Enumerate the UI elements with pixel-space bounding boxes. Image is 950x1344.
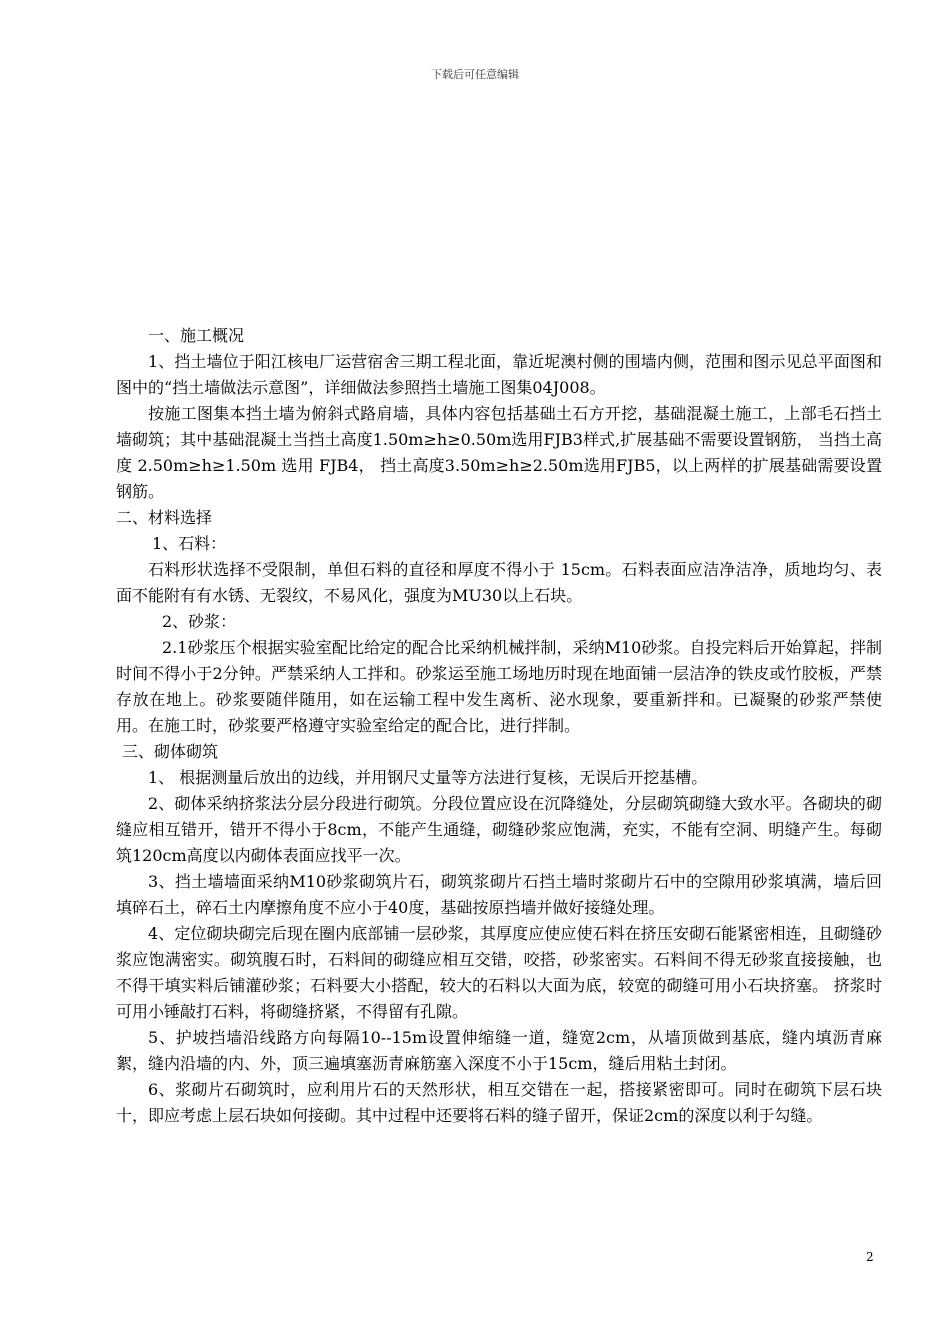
section-2-paragraph-2: 2.1砂浆压个根据实验室配比给定的配合比采纳机械拌制，采纳M10砂浆。自投完料后开始算起，拌制时间不得小于2分钟。严禁采纳人工拌和。砂浆运至施工场地历时现在地面铺一层洁净的铁皮或竹胶板，严禁存放在地上。砂浆要随伴随用，如在运输工程中发生离析、泌水现象，要重新拌和。已凝聚的砂浆严禁使用。在施工时，砂浆要严格遵守实验室给定的配合比，进行拌制。	[116, 638, 882, 735]
section-3-paragraph-2: 2、砌体采纳挤浆法分层分段进行砌筑。分段位置应设在沉降缝处，分层砌筑砌缝大致水平。各砌块的砌缝应相互错开，错开不得小于8cm，不能产生通缝，砌缝砂浆应饱满，充实，不能有空洞、明缝产生。每砌筑120cm高度以内砌体表面应找平一次。	[116, 794, 882, 865]
section-2-paragraph-1: 石料形状选择不受限制，单但石料的直径和厚度不得小于 15cm。石料表面应洁净洁净，质地均匀、表面不能附有有水锈、无裂纹，不易风化，强度为MU30以上石块。	[116, 560, 882, 605]
page-number: 2	[866, 1250, 874, 1264]
section-3-paragraph-6: 6、浆砌片石砌筑时，应利用片石的天然形状，相互交错在一起，搭接紧密即可。同时在砌筑下层石块十，即应考虑上层石块如何接砌。其中过程中还要将石料的缝子留开，保证2cm的深度以利于勾缝。	[116, 1080, 882, 1125]
section-2-subtitle-2: 2、砂浆：	[162, 612, 237, 631]
section-1-paragraph-1: 1、挡土墙位于阳江核电厂运营宿舍三期工程北面，靠近坭澳村侧的围墙内侧，范围和图示见总平面图和图中的“挡土墙做法示意图”，详细做法参照挡土墙施工图集04J008。	[116, 352, 882, 397]
section-3-paragraph-5: 5、护坡挡墙沿线路方向每隔10--15m设置伸缩缝一道，缝宽2cm，从墙顶做到基底，缝内填沥青麻絮，缝内沿墙的内、外，顶三遍填塞沥青麻筋塞入深度不小于15cm，缝后用粘土封闭。	[116, 1028, 882, 1073]
document-body	[116, 323, 882, 1129]
page-header: 下载后可任意编辑	[431, 68, 519, 81]
section-1-title: 一、施工概况	[148, 326, 245, 345]
section-3-paragraph-1: 1、 根据测量后放出的边线，并用钢尺丈量等方法进行复核，无误后开挖基槽。	[148, 768, 708, 787]
section-2-title: 二、材料选择	[116, 508, 213, 527]
section-2-subtitle-1: 1、石料：	[152, 534, 227, 553]
section-1-paragraph-2: 按施工图集本挡土墙为俯斜式路肩墙，具体内容包括基础土石方开挖，基础混凝土施工，上部毛石挡土墙砌筑；其中基础混凝土当挡土高度1.50m≥h≥0.50m选用FJB3样式,扩展基础不需要设置钢筋， 当挡土高度 2.50m≥h≥1.50m 选用 FJB4， 挡土高度3.50m≥h≥2.50m选用FJB5，以上两样的扩展基础需要设置钢筋。	[116, 404, 882, 501]
section-3-paragraph-3: 3、挡土墙墙面采纳M10砂浆砌筑片石，砌筑浆砌片石挡土墙时浆砌片石中的空隙用砂浆填满，墙后回填碎石土，碎石土内摩擦角度不应小于40度，基础按原挡墙并做好接缝处理。	[116, 872, 882, 917]
section-3-paragraph-4: 4、定位砌块砌完后现在圈内底部铺一层砂浆，其厚度应使应使石料在挤压安砌石能紧密相连，且砌缝砂浆应饱满密实。砌筑腹石时，石料间的砌缝应相互交错，咬搭，砂浆密实。石料间不得无砂浆直接接触，也不得干填实料后铺灌砂浆；石料要大小搭配，较大的石料以大面为底，较宽的砌缝可用小石块挤塞。 挤浆时可用小锤敲打石料，将砌缝挤紧，不得留有孔隙。	[116, 924, 882, 1021]
section-3-title: 三、砌体砌筑	[122, 742, 219, 761]
